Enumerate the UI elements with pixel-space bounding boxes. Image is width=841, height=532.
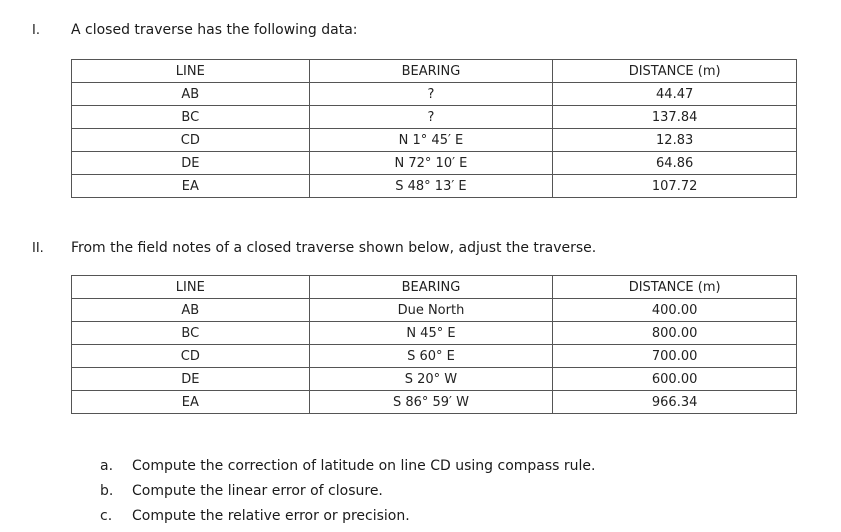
cell-bearing: ? <box>309 83 553 106</box>
cell-line: DE <box>72 368 310 391</box>
cell-line: EA <box>72 175 310 198</box>
table-row <box>72 83 797 106</box>
cell-distance: 600.00 <box>553 368 797 391</box>
cell-bearing: S 86° 59′ W <box>309 391 553 414</box>
cell-distance: 137.84 <box>553 106 797 129</box>
task-item <box>100 455 595 480</box>
task-item <box>100 480 595 505</box>
cell-distance: 44.47 <box>553 83 797 106</box>
problem-2-table <box>71 275 797 414</box>
table-row <box>72 175 797 198</box>
cell-line: CD <box>72 129 310 152</box>
cell-bearing: ? <box>309 106 553 129</box>
cell-line: EA <box>72 391 310 414</box>
problem-2-prompt: From the field notes of a closed traverse shown below, adjust the traverse. <box>71 240 597 256</box>
table-row <box>72 322 797 345</box>
header-distance: DISTANCE (m) <box>553 60 797 83</box>
task-text: Compute the linear error of closure. <box>132 483 383 499</box>
table-row <box>72 391 797 414</box>
header-line: LINE <box>72 276 310 299</box>
table-header-row <box>72 60 797 83</box>
cell-distance: 64.86 <box>553 152 797 175</box>
cell-distance: 966.34 <box>553 391 797 414</box>
table-row <box>72 299 797 322</box>
cell-line: DE <box>72 152 310 175</box>
cell-line: CD <box>72 345 310 368</box>
cell-distance: 107.72 <box>553 175 797 198</box>
cell-bearing: N 1° 45′ E <box>309 129 553 152</box>
header-bearing: BEARING <box>309 276 553 299</box>
table-row <box>72 129 797 152</box>
table-row <box>72 368 797 391</box>
cell-line: BC <box>72 106 310 129</box>
table-row <box>72 106 797 129</box>
cell-distance: 800.00 <box>553 322 797 345</box>
table-row <box>72 345 797 368</box>
problem-1-table <box>71 59 797 198</box>
header-line: LINE <box>72 60 310 83</box>
cell-distance: 400.00 <box>553 299 797 322</box>
header-distance: DISTANCE (m) <box>553 276 797 299</box>
cell-distance: 700.00 <box>553 345 797 368</box>
task-marker: c. <box>100 508 113 524</box>
cell-distance: 12.83 <box>553 129 797 152</box>
problem-2-numeral: II. <box>32 241 44 256</box>
header-bearing: BEARING <box>309 60 553 83</box>
task-item <box>100 505 595 530</box>
task-text: Compute the correction of latitude on line CD using compass rule. <box>132 458 596 474</box>
problem-1-numeral: I. <box>32 23 40 38</box>
cell-line: AB <box>72 299 310 322</box>
cell-line: BC <box>72 322 310 345</box>
cell-bearing: S 48° 13′ E <box>309 175 553 198</box>
cell-bearing: N 72° 10′ E <box>309 152 553 175</box>
task-list <box>100 455 595 530</box>
task-text: Compute the relative error or precision. <box>132 508 410 524</box>
table-row <box>72 152 797 175</box>
cell-bearing: Due North <box>309 299 553 322</box>
cell-bearing: S 60° E <box>309 345 553 368</box>
task-marker: a. <box>100 458 114 474</box>
cell-bearing: N 45° E <box>309 322 553 345</box>
cell-line: AB <box>72 83 310 106</box>
problem-1-prompt: A closed traverse has the following data: <box>71 22 358 38</box>
task-marker: b. <box>100 483 114 499</box>
cell-bearing: S 20° W <box>309 368 553 391</box>
table-header-row <box>72 276 797 299</box>
